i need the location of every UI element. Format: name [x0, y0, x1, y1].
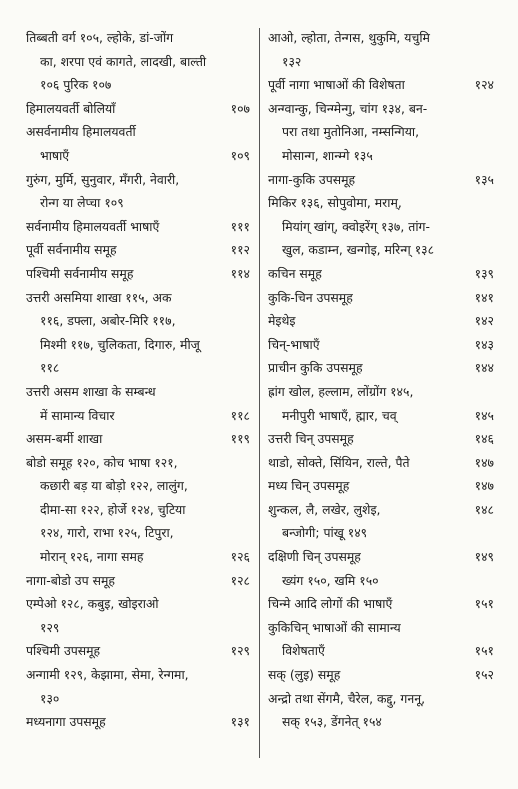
entry-text: विशेषताएँ	[282, 643, 325, 659]
page-number	[488, 97, 494, 121]
page-number	[244, 687, 250, 711]
page-number	[244, 286, 250, 310]
index-line	[268, 616, 494, 640]
index-entry	[26, 238, 250, 262]
index-line	[26, 592, 250, 616]
entry-text: का, शरपा एवं कागते, लादखी, बाल्ती	[40, 53, 207, 69]
entry-text: रोन्ग या लेप्चा १०९	[40, 195, 124, 211]
index-entry	[26, 215, 250, 239]
entry-text: मिकिर १३६, सोपुवोमा, मराम्,	[268, 195, 402, 211]
index-line	[26, 333, 250, 357]
entry-text: ११८	[40, 360, 60, 376]
index-line	[268, 569, 494, 593]
entry-text: दक्षिणी चिन् उपसमूह	[268, 549, 361, 565]
index-line	[26, 404, 250, 428]
entry-text: कचिन समूह	[268, 265, 322, 281]
page-number	[488, 569, 494, 593]
index-line	[26, 687, 250, 711]
index-entry	[268, 427, 494, 451]
left-column	[26, 26, 250, 734]
index-entry	[26, 427, 250, 451]
index-line	[26, 427, 250, 451]
page-number: १४५	[474, 407, 494, 423]
page-number	[244, 663, 250, 687]
page-number	[244, 333, 250, 357]
page-number: १४८	[474, 501, 494, 517]
entry-text: असम-बर्मी शाखा	[26, 431, 103, 447]
index-line	[26, 639, 250, 663]
index-entry	[268, 73, 494, 97]
index-line	[26, 168, 250, 192]
entry-text: अन्ग्वान्कु, चिन्ग्मेन्गु, चांग १३४, बन-	[268, 100, 428, 116]
page-number: १०७	[230, 100, 250, 116]
page-number: ११९	[230, 431, 250, 447]
index-line	[26, 97, 250, 121]
index-entry	[268, 191, 494, 262]
entry-text: कछारी बड़ या बोड़ो १२२, लालुंग,	[40, 478, 188, 494]
index-entry	[268, 616, 494, 663]
entry-text: परा तथा मुतोनिआ, नम्सन्गिया,	[282, 124, 420, 140]
index-entry	[268, 474, 494, 498]
index-entry	[26, 262, 250, 286]
entry-text: मध्य चिन् उपसमूह	[268, 478, 350, 494]
entry-text: उत्तरी चिन् उपसमूह	[268, 431, 354, 447]
entry-text: मोरान् १२६, नागा समह	[40, 549, 144, 565]
index-line	[26, 663, 250, 687]
page-number: १२४	[474, 77, 494, 93]
index-line	[268, 687, 494, 711]
page-number: १५२	[474, 667, 494, 683]
entry-text: १२९	[40, 619, 60, 635]
index-entry	[26, 569, 250, 593]
entry-text: नागा-कुकि उपसमूह	[268, 171, 356, 187]
entry-text: सर्वनामीय हिमालयवर्ती भाषाएँ	[26, 218, 160, 234]
entry-text: अन्द्रो तथा सेंगमै, चैरेल, कद्दु, गननू,	[268, 690, 426, 706]
page-number	[244, 73, 250, 97]
index-line	[26, 309, 250, 333]
page-number	[488, 380, 494, 404]
index-line	[268, 191, 494, 215]
entry-text: पश्चिमी सर्वनामीय समूह	[26, 265, 134, 281]
page-number: १४१	[474, 289, 494, 305]
entry-text: ११६, डफ्ला, अबोर-मिरि ११७,	[40, 313, 176, 329]
entry-text: ख्यंग १५०, खमि १५०	[282, 572, 379, 588]
entry-text: मनीपुरी भाषाएँ, ह्मार, चव्	[282, 407, 397, 423]
entry-text: चिन्मे आदि लोगों की भाषाएँ	[268, 596, 393, 612]
page-number: १२६	[230, 549, 250, 565]
index-entry	[268, 498, 494, 545]
entry-text: मध्यनागा उपसमूह	[26, 714, 106, 730]
index-line	[268, 356, 494, 380]
index-line	[268, 380, 494, 404]
page-number: १३१	[230, 714, 250, 730]
index-entry	[268, 545, 494, 569]
index-entry	[268, 663, 494, 687]
page-number: १२९	[230, 643, 250, 659]
index-line	[268, 238, 494, 262]
index-line	[268, 120, 494, 144]
page-number	[244, 451, 250, 475]
page-number	[244, 356, 250, 380]
entry-text: मोसान्ग, शान्म्गे १३५	[282, 147, 373, 163]
page-number	[244, 168, 250, 192]
entry-text: पश्चिमी उपसमूह	[26, 643, 101, 659]
page-number	[244, 120, 250, 144]
index-line	[26, 569, 250, 593]
index-entry	[26, 592, 250, 639]
right-column	[268, 26, 494, 734]
page-number: १०९	[230, 147, 250, 163]
entry-text: अन्गामी १२९, केझामा, सेमा, रेन्गमा,	[26, 667, 189, 683]
page-number	[488, 521, 494, 545]
entry-text: १३२	[282, 53, 302, 69]
index-line	[26, 73, 250, 97]
entry-text: पूर्वी सर्वनामीय समूह	[26, 242, 117, 258]
index-line	[268, 144, 494, 168]
entry-text: कुकि-चिन उपसमूह	[268, 289, 353, 305]
entry-text: बोडो समूह १२०, कोच भाषा १२१,	[26, 454, 178, 470]
entry-text: शुन्कल, लै, लखेर, लुशेइ,	[268, 501, 381, 517]
page-number: ११४	[230, 265, 250, 281]
entry-text: असर्वनामीय हिमालयवर्ती	[26, 124, 136, 140]
page-number: १५१	[474, 643, 494, 659]
index-entry	[268, 592, 494, 616]
entry-text: चिन्-भाषाएँ	[268, 336, 320, 352]
index-entry	[268, 26, 494, 73]
index-entry	[268, 687, 494, 734]
page-number	[244, 521, 250, 545]
entry-text: उत्तरी असमिया शाखा ११५, अक	[26, 289, 172, 305]
index-line	[268, 97, 494, 121]
index-entry	[26, 97, 250, 121]
page-number: १४९	[474, 549, 494, 565]
page-number	[244, 50, 250, 74]
entry-text: प्राचीन कुकि उपसमूह	[268, 360, 363, 376]
index-entry	[268, 168, 494, 192]
index-line	[26, 356, 250, 380]
page-number	[488, 616, 494, 640]
index-entry	[26, 286, 250, 380]
page-number: १४४	[474, 360, 494, 376]
entry-text: में सामान्य विचार	[40, 407, 115, 423]
index-line	[268, 333, 494, 357]
index-line	[26, 191, 250, 215]
entry-text: भाषाएँ	[40, 147, 70, 163]
page-number: १४७	[474, 454, 494, 470]
entry-text: दीमा-सा १२२, होर्जे १२४, चुटिया	[40, 501, 186, 517]
entry-text: सक् १५३, डेंगनेत् १५४	[282, 714, 382, 730]
index-line	[268, 451, 494, 475]
page-number	[244, 380, 250, 404]
page-number	[488, 215, 494, 239]
page-number: १४३	[474, 336, 494, 352]
page-number	[244, 309, 250, 333]
entry-text: उत्तरी असम शाखा के सम्बन्ध	[26, 383, 156, 399]
page-number: १४२	[474, 313, 494, 329]
entry-text: १३०	[40, 690, 60, 706]
index-line	[26, 238, 250, 262]
entry-text: मिश्मी ११७, चुलिकता, दिगारु, मीजू	[40, 336, 200, 352]
entry-text: १२४, गारो, राभा १२५, टिपुरा,	[40, 525, 174, 541]
index-line	[26, 120, 250, 144]
index-line	[268, 474, 494, 498]
index-entry	[26, 380, 250, 427]
index-entry	[268, 356, 494, 380]
index-line	[26, 498, 250, 522]
index-line	[26, 26, 250, 50]
entry-text: हिमालयवर्ती बोलियाँ	[26, 100, 116, 116]
index-entry	[268, 569, 494, 593]
page-number	[244, 498, 250, 522]
entry-text: गुरुंग, मुर्मि, सुनुवार, मँगरी, नेवारी,	[26, 171, 180, 187]
page-number: ११८	[230, 407, 250, 423]
index-line	[26, 215, 250, 239]
index-entry	[268, 262, 494, 286]
index-entry	[268, 309, 494, 333]
index-line	[26, 474, 250, 498]
index-line	[26, 545, 250, 569]
index-entry	[26, 710, 250, 734]
page-number	[488, 710, 494, 734]
entry-text: कुकिचिन् भाषाओं की सामान्य	[268, 619, 401, 635]
page-number: १३५	[474, 171, 494, 187]
index-entry	[26, 26, 250, 97]
page-number	[244, 191, 250, 215]
index-line	[268, 404, 494, 428]
index-line	[268, 26, 494, 50]
entry-text: तिब्बती वर्ग १०५, ल्होके, डां-जोंग	[26, 30, 174, 45]
page-number	[488, 26, 494, 50]
page-number	[488, 687, 494, 711]
index-line	[268, 73, 494, 97]
index-line	[268, 215, 494, 239]
index-line	[26, 616, 250, 640]
page-number	[488, 120, 494, 144]
index-entry	[268, 380, 494, 427]
entry-text: बन्जोगी; पांखू १४९	[282, 525, 368, 541]
index-entry	[26, 451, 250, 569]
page-number	[488, 144, 494, 168]
page-number: १११	[230, 218, 250, 234]
entry-text: सक् (लुइ) समूह	[268, 667, 341, 683]
index-line	[26, 451, 250, 475]
page-number	[488, 50, 494, 74]
index-line	[268, 50, 494, 74]
page-number: १५१	[474, 596, 494, 612]
index-line	[268, 592, 494, 616]
page-number: १३९	[474, 265, 494, 281]
entry-text: नागा-बोडो उप समूह	[26, 572, 115, 588]
index-entry	[26, 639, 250, 663]
index-line	[26, 262, 250, 286]
index-entry	[26, 120, 250, 167]
index-line	[268, 262, 494, 286]
page-number	[488, 238, 494, 262]
entry-text: मियांग् खांग्, क्वोइरेंग् १३७, तांग-	[282, 218, 430, 234]
index-line	[268, 663, 494, 687]
column-divider	[259, 28, 260, 758]
page-number	[244, 26, 250, 50]
index-line	[268, 309, 494, 333]
index-line	[268, 521, 494, 545]
index-line	[26, 50, 250, 74]
entry-text: खुल, कडाम्न, खन्गोइ, मरिन्ग् १३८	[282, 242, 435, 258]
page-number	[488, 191, 494, 215]
entry-text: मेइथेइ	[268, 313, 296, 329]
page-number	[244, 616, 250, 640]
index-line	[268, 545, 494, 569]
page-number: १४६	[474, 431, 494, 447]
page-number: १२८	[230, 572, 250, 588]
entry-text: १०६ पुरिक १०७	[40, 77, 112, 93]
page-number: १४७	[474, 478, 494, 494]
index-line	[26, 380, 250, 404]
index-entry	[268, 286, 494, 310]
index-line	[268, 710, 494, 734]
entry-text: पूर्वी नागा भाषाओं की विशेषता	[268, 77, 405, 93]
index-line	[268, 168, 494, 192]
page-number: ११२	[230, 242, 250, 258]
index-entry	[268, 451, 494, 475]
index-entry	[26, 168, 250, 215]
page-number	[244, 592, 250, 616]
index-entry	[268, 333, 494, 357]
index-line	[268, 639, 494, 663]
entry-text: थाडो, सोक्ते, सिंयिन, राल्ते, पैते	[268, 454, 410, 470]
index-line	[268, 498, 494, 522]
index-line	[268, 427, 494, 451]
index-line	[26, 144, 250, 168]
index-line	[26, 521, 250, 545]
index-line	[268, 286, 494, 310]
page-number	[244, 474, 250, 498]
entry-text: आओ, ल्होता, तेन्गस, थुकुमि, यचुमि	[268, 30, 430, 45]
index-line	[26, 286, 250, 310]
entry-text: ह्रांग खोल, हल्लाम, लोंग्रोंग १४५,	[268, 383, 414, 399]
index-entry	[268, 97, 494, 168]
index-entry	[26, 663, 250, 710]
index-line	[26, 710, 250, 734]
entry-text: एम्पेओ १२८, कबुइ, खोइराओ	[26, 596, 159, 612]
